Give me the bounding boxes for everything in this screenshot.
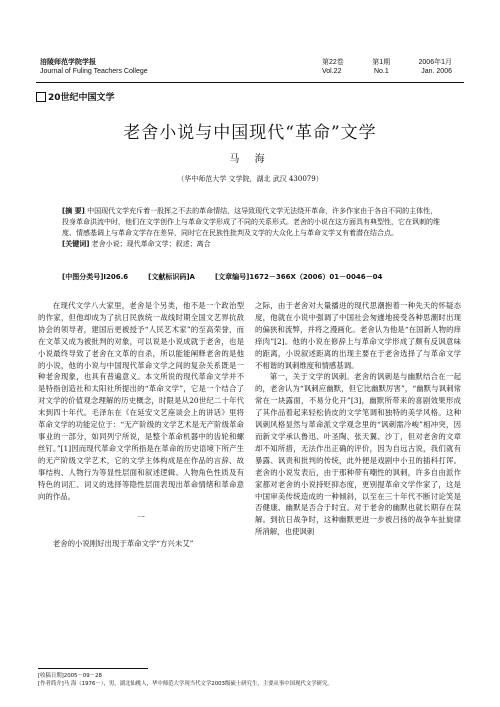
classification-line <box>62 272 442 283</box>
author-name: 马 海 <box>229 154 271 165</box>
keywords-text: 老舍小说；现代革命文学；叙述；离合 <box>91 240 211 248</box>
journal-name-en: Journal of Fuling Teachers College <box>40 68 148 75</box>
body-column-right <box>255 300 461 538</box>
date-en: Jan. 2006 <box>421 68 452 75</box>
author-affiliation: （华中师范大学 文学院，湖北 武汉 430079） <box>177 175 323 183</box>
date-cn: 2006年1月 <box>418 59 452 66</box>
issue-info <box>322 58 452 76</box>
header-rule <box>36 82 464 83</box>
volume-cn: 第22卷 <box>322 59 344 66</box>
journal-name-cn: 涪陵师范学院学报 <box>40 59 96 66</box>
paragraph: 老舍的小说刚好出现于革命文学“方兴未艾” <box>52 539 194 549</box>
author-bio: [作者简介]马 海（1976－），男，湖北仙桃人，华中师范大学现当代文学2003级硕士研究生，主要从事中国现代文学研究。 <box>38 681 333 687</box>
article-title: 老舍小说与中国现代“革命”文学 <box>123 123 377 143</box>
document-code: [文献标识码]A <box>148 273 195 281</box>
clc-number: [中图分类号]I206.6 <box>62 273 129 281</box>
keywords-label: [关键词] <box>62 240 90 248</box>
abstract-text: 中国现代文学充斥着一股挥之不去的革命情结，这导致现代文学无法绕开革命，许多作家由于各自不同的主体性，投身革命洪流中时，他们在文学创作上与革命文学形成了不同的关系形式。老舍的小说在这方面具有典型性，它在讽刺的维度、情感基调上与革命文学存在差异，同时它在民族性批判及文学的大众化上与革命文学又有着潜在结合点。 <box>62 207 440 237</box>
article-number: [文章编号]1672－366X（2006）01－0046－04 <box>214 273 383 281</box>
volume-en: Vol.22 <box>322 68 342 75</box>
body-column-left <box>38 300 244 550</box>
issue-en: No.1 <box>373 68 389 75</box>
abstract-label: [摘 要] <box>62 207 85 215</box>
issue-cn: 第1期 <box>372 59 391 66</box>
paragraph: 在现代文学八大家里，老舍是个另类，他不是一个政治型的作家，但他却成为了抗日民族统一战线时期全国文艺界抗敌协会的领导者，建国后更被授予“人民艺术家”的至高荣誉，而在文革又成为被批判的对象，可以说是小说成就于老舍，也是小说最终导致了老舍在文革的自杀，所以能能阐释老舍的是他的小说，他的小说与中国现代革命文学之间的复杂关系既是一种老舍现象，也具有普遍意义。本文所说的现代革命文学并不是特指创造社和太阳社所提出的“革命文学”，它是一个结合了对文学的价值观念理解的历史概念，时限是从20世纪二十年代末到四十年代。毛泽东在《在延安文艺座谈会上的讲话》里将革命文学的功能定位于：“无产阶级的文学艺术是无产阶级革命事业的一部分，如同列宁所说，是整个革命机器中的齿轮和螺丝钉。”[1]因而现代革命文学所指是在革命的历史语境下所产生的无产阶级文学艺术，它的文学主体构成是在作品的言辞、故事结构、人物行为等显性层面和叙述逻辑、人物角色性质及有特色的词汇、词义的选择等隐性层面表现出革命情绪和革命意向的作品。 <box>38 301 244 501</box>
paragraph: 第一，关于文学的讽刺。老舍的讽刺是与幽默结合在一起的，老舍认为“讽刺应幽默，但它比幽默厉害”，“幽默与讽刺常常在一块露面，不易分化开”[3]，幽默所带来的喜剧效果形成了其作品着起来轻松俏皮的文学笔调和独特的美学风格。这种讽刺风格显然与革命派文学观念里的“讽刺需冷峻”相冲突，因而新文学承认鲁迅、叶圣陶、张天翼、沙丁，但对老舍的文章却不知所措，无法作出正确的评价，因为自远古说，我们就有暴露、讽责和批判的传统，此外便是戏剧中小丑的插科打诨。老舍的小说发表后，由于那种带有嘲性的讽刺，许多自由派作家都对老舍的小说持贬抑态度，更别提革命文学作家了，这是中国审美传统造成的一种倾斜，以至在三十年代不断讨论笑是否健康、幽默是否合于时宜。对于老舍的幽默也就长期存在误解。到抗日战争时，这种幽默更进一步被吕扬的战争车扯旋律所消解，也使讽刺 <box>255 372 461 537</box>
journal-name <box>40 58 148 76</box>
checkbox-square-icon <box>36 92 46 102</box>
section-label: 20世纪中国文学 <box>48 93 115 103</box>
footnote-rule <box>38 668 148 669</box>
footnote <box>38 672 458 688</box>
paragraph: 之际，由于老舍对大量播进的现代思潮抱着一种先天的怀疑态度，他就在小说中强调了中国社会匆遽地接受各种思潮时出现的偏狭和流弊，并将之漫画化。老舍认为他是“在国新人物的痒痒肉”[2]。他的小说在修辞上与革命文学形成了颇有反讽意味的距离，小说叙述距离的出现主要在于老舍选择了与革命文学不相谐的讽刺维度和情感基调。 <box>255 301 461 370</box>
section-numeral: 一 <box>137 513 145 523</box>
received-date: [收稿日期]2005－09－28 <box>38 673 102 679</box>
abstract-block <box>62 206 442 250</box>
section-heading <box>36 90 115 103</box>
